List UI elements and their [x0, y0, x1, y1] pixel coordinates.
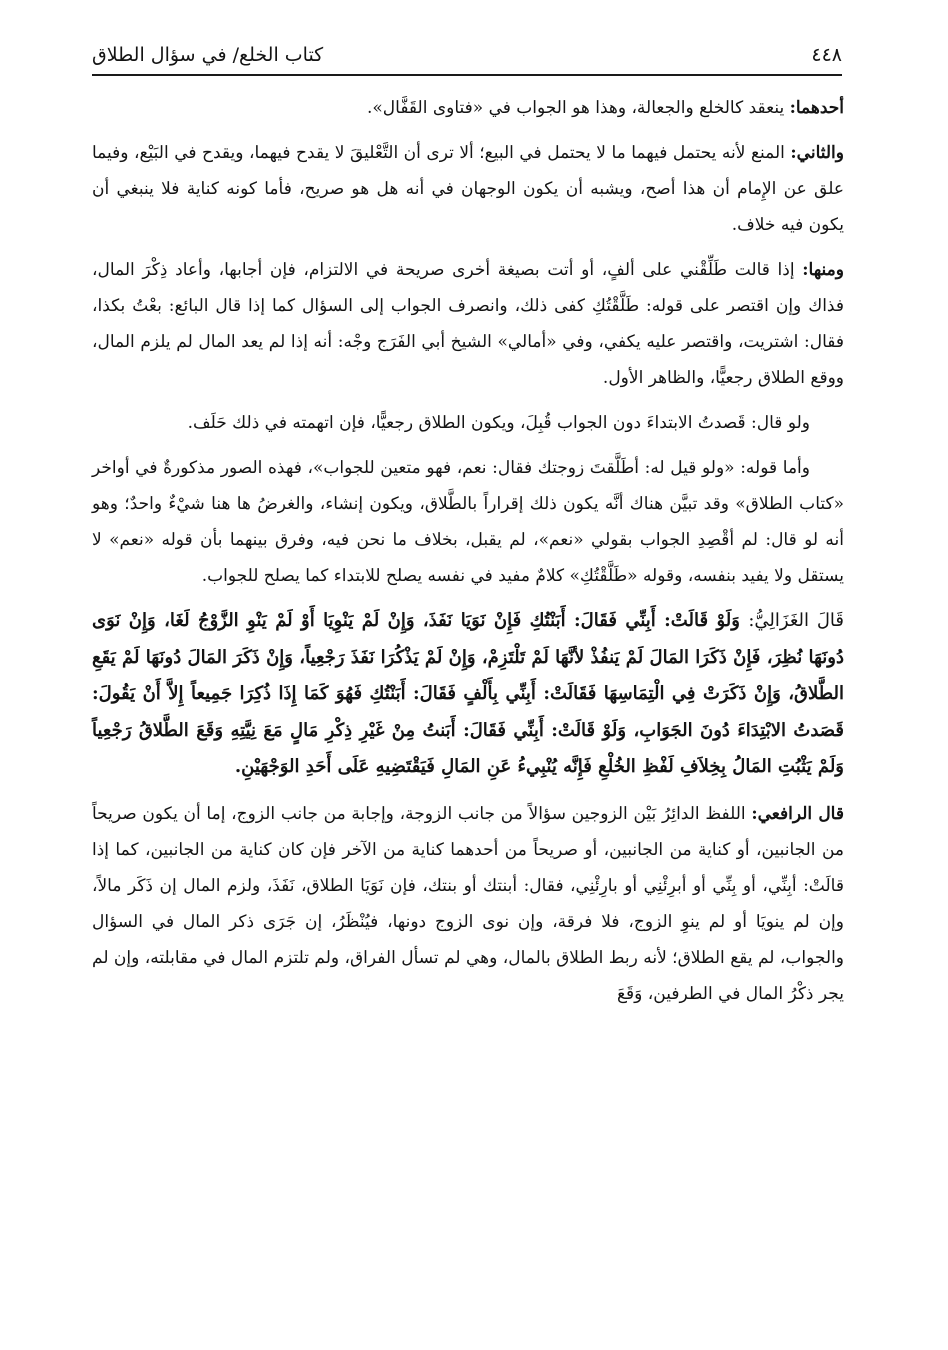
paragraph-lead: أحدهما: — [789, 98, 844, 118]
paragraph-first-view — [92, 90, 844, 126]
paragraph-text: المنع لأنه يحتمل فيهما ما لا يحتمل في البيع؛ ألا ترى أن التَّعْليقَ لا يقدح فيهما، ويقدح في البَيْع، وفيما علق عن الإِمام أن هذا أصح، ويشبه أن يكون الوجهان في أنه هل هو صريح، فأما كونه كناية فلا ينبغي أن يكون فيه خلاف. — [92, 143, 844, 235]
body-text — [92, 90, 844, 1021]
paragraph-second-view — [92, 135, 844, 243]
paragraph-rafii-commentary — [92, 796, 844, 1012]
running-title: كتاب الخلع/ في سؤال الطلاق — [92, 44, 324, 66]
paragraph-ghazali-text — [92, 603, 844, 786]
paragraph-text: وأما قوله: «ولو قيل له: أطَلَّقتَ زوجتك فقال: نعم، فهو متعين للجواب»، فهذه الصور مذكورةٌ في أواخر «كتاب الطلاق» وقد تبيَّن هناك أنَّه يكون ذلك إقراراً بالطَّلاق، ويكون إنشاء، والغرضُ ها هنا شيْءٌ واحدٌ؛ وهو أنه لو قال: لم أقْصِدِ الجواب بقولي «نعم»، لم يقبل، بخلاف ما نحن فيه، وفرق بينهما بأن قوله «نعم» لا يستقل ولا يفيد بنفسه، وقوله «طَلَّقْتُكِ» كلامٌ مفيد في نفسه يصلح للابتداء كما يصلح للجواب. — [92, 458, 844, 586]
page-number: ٤٤٨ — [811, 44, 842, 66]
paragraph-lead: قال الرافعي: — [751, 803, 844, 824]
paragraph-lead: قَالَ الغَزَالِيُّ: — [748, 610, 844, 631]
page-header — [92, 40, 842, 76]
paragraph-lead: والثاني: — [790, 143, 844, 163]
paragraph-text: ولو قال: قَصدتُ الابتداءَ دون الجواب قُبِلَ، ويكون الطلاق رجعيًّا، فإن اتهمته في ذلك حَلَف. — [187, 413, 810, 433]
paragraph-intent-initiation — [92, 405, 844, 441]
paragraph-lead: ومنها: — [802, 260, 844, 280]
paragraph-text: ينعقد كالخلع والجعالة، وهذا هو الجواب في «فتاوى القَفَّال». — [366, 98, 790, 118]
paragraph-text: اللفظ الدائِرُ بَيْن الزوجين سؤالاً من جانب الزوجة، وإجابة من جانب الزوج، إما أن يكون صريحاً من الجانبين، أو كناية من الجانبين، أو صريحاً من أحدهما كناية من الآخر فإن كان كناية من الجانبين، كما إذا قالَتْ: أبِنِّي، أو بِنِّي أو أبرِئْنِي أو بارِئْنِي، فقال: أبنتك أو بنتك، فإن نَوَيَا الطلاق، نَفَذَ، ولزم المال إن ذَكَر مالاً، وإن لم ينويَا أو لم ينوِ الزوج، فلا فرقة، وإن نوى الزوج دونها، فيُنْظَرُ، إن جَرَى ذكر المال في السؤال والجواب، لم يقع الطلاق؛ لأنه ربط الطلاق بالمال، وهي لم تسأل الفراق، ولم تلتزم المال في مقابلته، وإن لم يجر ذكْرُ المال في الطرفين، وَقَعَ — [92, 803, 844, 1004]
paragraph-issue-divorce-for-thousand — [92, 252, 844, 396]
paragraph-answer-yes — [92, 450, 844, 594]
paragraph-text: وَلَوْ قَالَتْ: أَبِنِّي فَقَالَ: أَبَنْتُكِ فَإِنْ نَوَيَا نَفَذَ، وَإِنْ لَمْ يَنْوِيَا أَوْ لَمْ يَنْوِ الزَّوْجُ لَغَا، وَإِنْ نَوَى دُونَهَا نُظِرَ، فَإِنْ ذَكَرَا المَالَ لَمْ يَنفُذْ لأنَّهَا لَمْ تَلْتَزِمْ، وَإِنْ لَمْ يَذْكُرَا نَفَذَ رَجْعِياً، وَإِنْ ذَكَرَ المَالَ دُونَهَا لَمْ يَقَعِ الطَّلاقُ، وَإِنْ ذَكَرَتْ فِي الْتِمَاسِهَا فَقَالَتْ: أَبِنِّي بِأَلْفٍ فَقَالَ: أَبَنْتُكِ فَهُوَ كَمَا إِذَا ذُكِرَا جَمِيعاً إِلاَّ أَنْ يَقُولَ: قَصَدتُ الابْتِدَاءَ دُونَ الجَوَابِ، وَلَوْ قَالَتْ: أَبِنِّي فَقَالَ: أَبَنتُ مِنْ غَيْرِ ذِكْرِ مَالٍ مَعَ نِيَّتِهِ وَقَعَ الطَّلاقُ رَجْعِياً وَلَمْ يَثْبُتِ المَالُ بِخِلاَفِ لَفْظِ الخُلْعِ فَإِنَّه يُنْبِيءُ عَنِ المَالِ فَيَقْتَضِيهِ عَلَى أَحَدِ الوَجْهَيْنِ. — [92, 610, 844, 777]
paragraph-text: إذا قالت طَلِّقْني على ألفٍ، أو أتت بصيغة أخرى صريحة في الالتزام، فإن أجابها، وأعاد ذِكْرَ المال، فذاك وإن اقتصر على قوله: طَلَّقْتُكِ كفى ذلك، وانصرف الجواب إلى السؤال كما إذا قال البائع: بعْتُ بكذا، فقال: اشتريت، واقتصر عليه يكفي، وفي «أمالي» الشيخ أبي الفَرَج وجْه: أنه إذا لم يعد المال لم يلزم المال، ووقع الطلاق رجعيًّا، والظاهر الأول. — [92, 260, 844, 388]
